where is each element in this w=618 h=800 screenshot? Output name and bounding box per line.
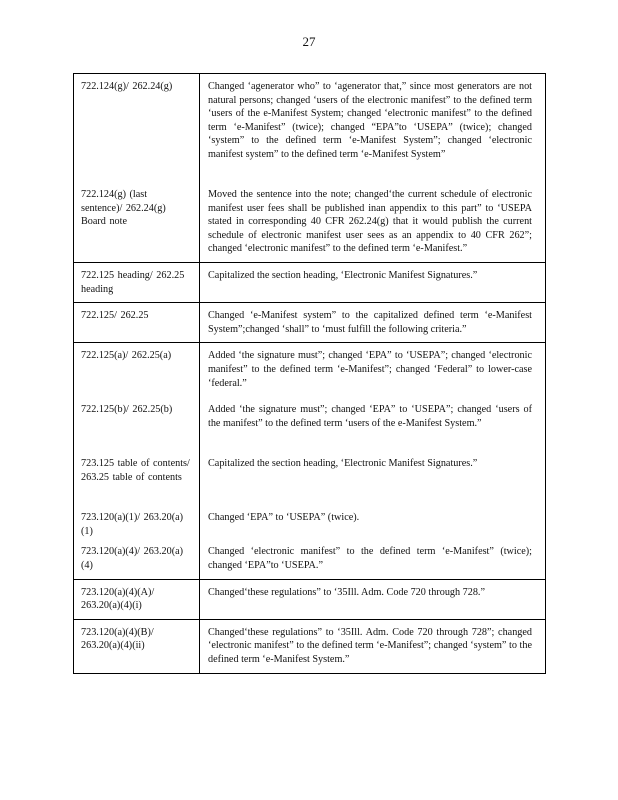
citation-text: 723.120(a)(4)(A)/ 263.20(a)(4)(i)	[81, 586, 155, 612]
description-text: Added ‘the signature must”; changed ‘EPA” to ‘USEPA”; changed ‘users of the manifest” to the defined term ‘users of the e-Manifest System.”	[208, 404, 532, 429]
description-cell	[200, 619, 546, 673]
description-text: Changed ‘e-Manifest system” to the capitalized defined term ‘e-Manifest System”;changed ‘shall” to ‘must fulfill the following criteria.”	[208, 310, 532, 335]
citation-cell	[74, 303, 200, 343]
description-text: Changed‘these regulations” to ‘35Ill. Adm. Code 720 through 728.”	[208, 586, 485, 598]
citation-text: 722.125(a)/ 262.25(a)	[81, 350, 172, 362]
description-text: Changed ‘EPA” to ‘USEPA” (twice).	[208, 512, 360, 524]
description-text: Changed ‘agenerator who” to ‘agenerator that,” since most generators are not natural persons; changed ‘users of the electronic manifest” to the defined term ‘users of the e-Manifest System; changed ‘electronic manifest” to the defined term ‘e-Manifest” (twice); changed “EPA”to ‘USEPA” (twice); changed ‘system” to the defined term ‘e-Manifest System”; changed ‘electronic manifest system” to the defined term ‘e-Manifest System”	[208, 81, 532, 160]
citation-text: 723.120(a)(4)(B)/ 263.20(a)(4)(ii)	[81, 626, 154, 652]
description-text: Changed ‘electronic manifest” to the defined term ‘e-Manifest” (twice); changed ‘EPA”to ‘USEPA.”	[208, 546, 532, 571]
citation-text: 723.125 table of contents/ 263.25 table of contents	[81, 458, 190, 483]
citation-cell	[74, 74, 200, 263]
citation-text: 722.124(g)/ 262.24(g)	[81, 81, 173, 92]
description-text: Moved the sentence into the note; changed‘the current schedule of electronic manifest user fees shall be published inan appendix to this part” to ‘USEPA stated in corresponding 40 CFR 262.24(g) that it would publish the current schedule of electronic manifest user sees as an appendix to 40 CFR 262”; changed ‘electronic manifest” to the defined term ‘e-Manifest.”	[208, 189, 532, 255]
description-cell	[200, 579, 546, 619]
citation-text: 722.125(b)/ 262.25(b)	[81, 404, 173, 416]
description-cell	[200, 343, 546, 579]
citation-text: 723.120(a)(1)/ 263.20(a)(1)	[81, 512, 183, 537]
table-row	[74, 619, 546, 673]
page-number: 27	[302, 34, 316, 49]
table-row	[74, 262, 546, 302]
citation-text: 722.125/ 262.25	[81, 310, 149, 322]
table-row	[74, 579, 546, 619]
table-row	[74, 303, 546, 343]
citation-cell	[74, 619, 200, 673]
citation-text: 722.125 heading/ 262.25 heading	[81, 269, 185, 295]
table-row	[74, 74, 546, 263]
citation-text: 723.120(a)(4)/ 263.20(a)(4)	[81, 546, 183, 571]
description-text: Capitalized the section heading, ‘Electronic Manifest Signatures.”	[208, 269, 478, 281]
description-cell	[200, 74, 546, 263]
citation-cell	[74, 262, 200, 302]
table-row	[74, 343, 546, 579]
description-text: Capitalized the section heading, ‘Electronic Manifest Signatures.”	[208, 458, 478, 470]
description-text: Added ‘the signature must”; changed ‘EPA” to ‘USEPA”; changed ‘electronic manifest” to the defined term ‘e-Manifest”; changed ‘Federal” to lower-case ‘federal.”	[208, 350, 532, 389]
changes-table	[73, 73, 546, 674]
citation-text: 722.124(g) (last sentence)/ 262.24(g) Board note	[81, 189, 166, 228]
citation-cell	[74, 343, 200, 579]
description-text: Changed‘these regulations” to ‘35Ill. Adm. Code 720 through 728”; changed ‘electronic manifest” to the defined term ‘e-Manifest”; changed ‘system” to the defined term ‘e-Manifest System.”	[208, 626, 532, 665]
description-cell	[200, 262, 546, 302]
citation-cell	[74, 579, 200, 619]
description-cell	[200, 303, 546, 343]
